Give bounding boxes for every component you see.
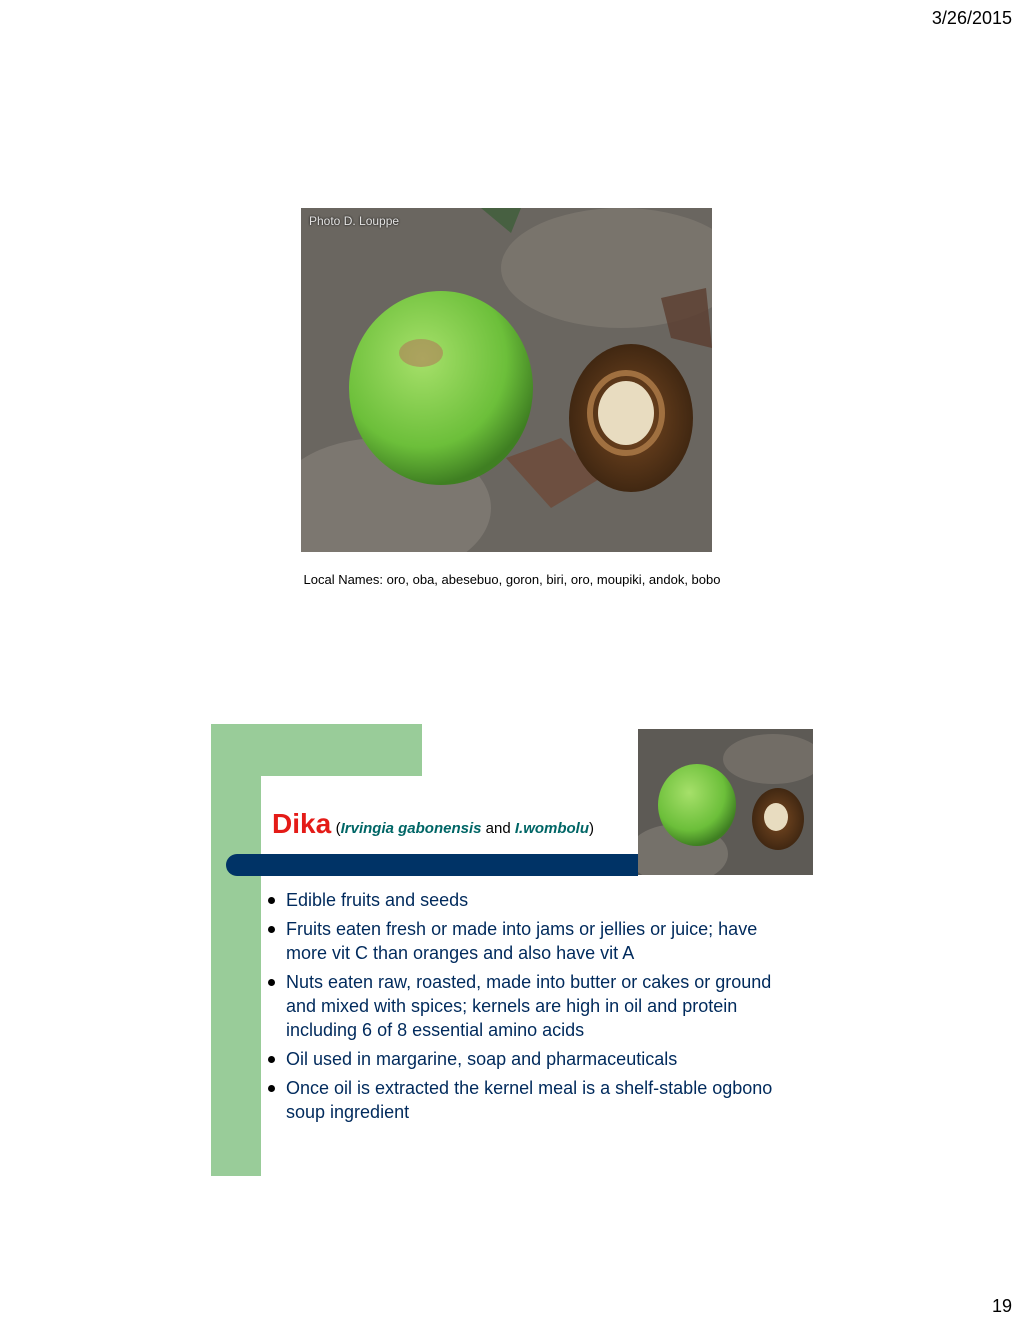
- species-name-2: I.wombolu: [514, 820, 590, 837]
- slide-title-main: Dika: [272, 808, 332, 839]
- bullet-item: Edible fruits and seeds: [266, 888, 776, 912]
- slide-title-underline-bar: [226, 854, 638, 876]
- bullet-item: Nuts eaten raw, roasted, made into butter or cakes or ground and mixed with spices; kernels are high in oil and protein including 6 of 8 essential amino acids: [266, 970, 776, 1042]
- slide-title: [272, 808, 594, 840]
- slide-title-species: (Irvingia gabonensis and I.wombolu): [335, 820, 595, 837]
- bullet-item: Once oil is extracted the kernel meal is a shelf-stable ogbono soup ingredient: [266, 1076, 776, 1124]
- bullet-dot-icon: [268, 926, 275, 933]
- bullet-dot-icon: [268, 1085, 275, 1092]
- page-number: 19: [991, 1296, 1012, 1316]
- slide-accent-corner: [261, 776, 291, 806]
- dika-fruit-photo: [301, 208, 712, 552]
- slide-accent-green-side: [211, 724, 261, 1176]
- local-names-caption: Local Names: oro, oba, abesebuo, goron, biri, oro, moupiki, andok, bobo: [303, 572, 721, 587]
- species-name-1: Irvingia gabonensis: [340, 820, 482, 837]
- bullet-dot-icon: [268, 1056, 275, 1063]
- dika-fruit-thumbnail: [638, 729, 813, 875]
- bullet-dot-icon: [268, 897, 275, 904]
- bullet-item: Fruits eaten fresh or made into jams or jellies or juice; have more vit C than oranges and also have vit A: [266, 917, 776, 965]
- photo-credit: Photo D. Louppe: [309, 214, 400, 228]
- page-date: 3/26/2015: [931, 8, 1012, 28]
- bullet-dot-icon: [268, 979, 275, 986]
- bullet-list: [266, 888, 776, 1129]
- bullet-item: Oil used in margarine, soap and pharmaceuticals: [266, 1047, 776, 1071]
